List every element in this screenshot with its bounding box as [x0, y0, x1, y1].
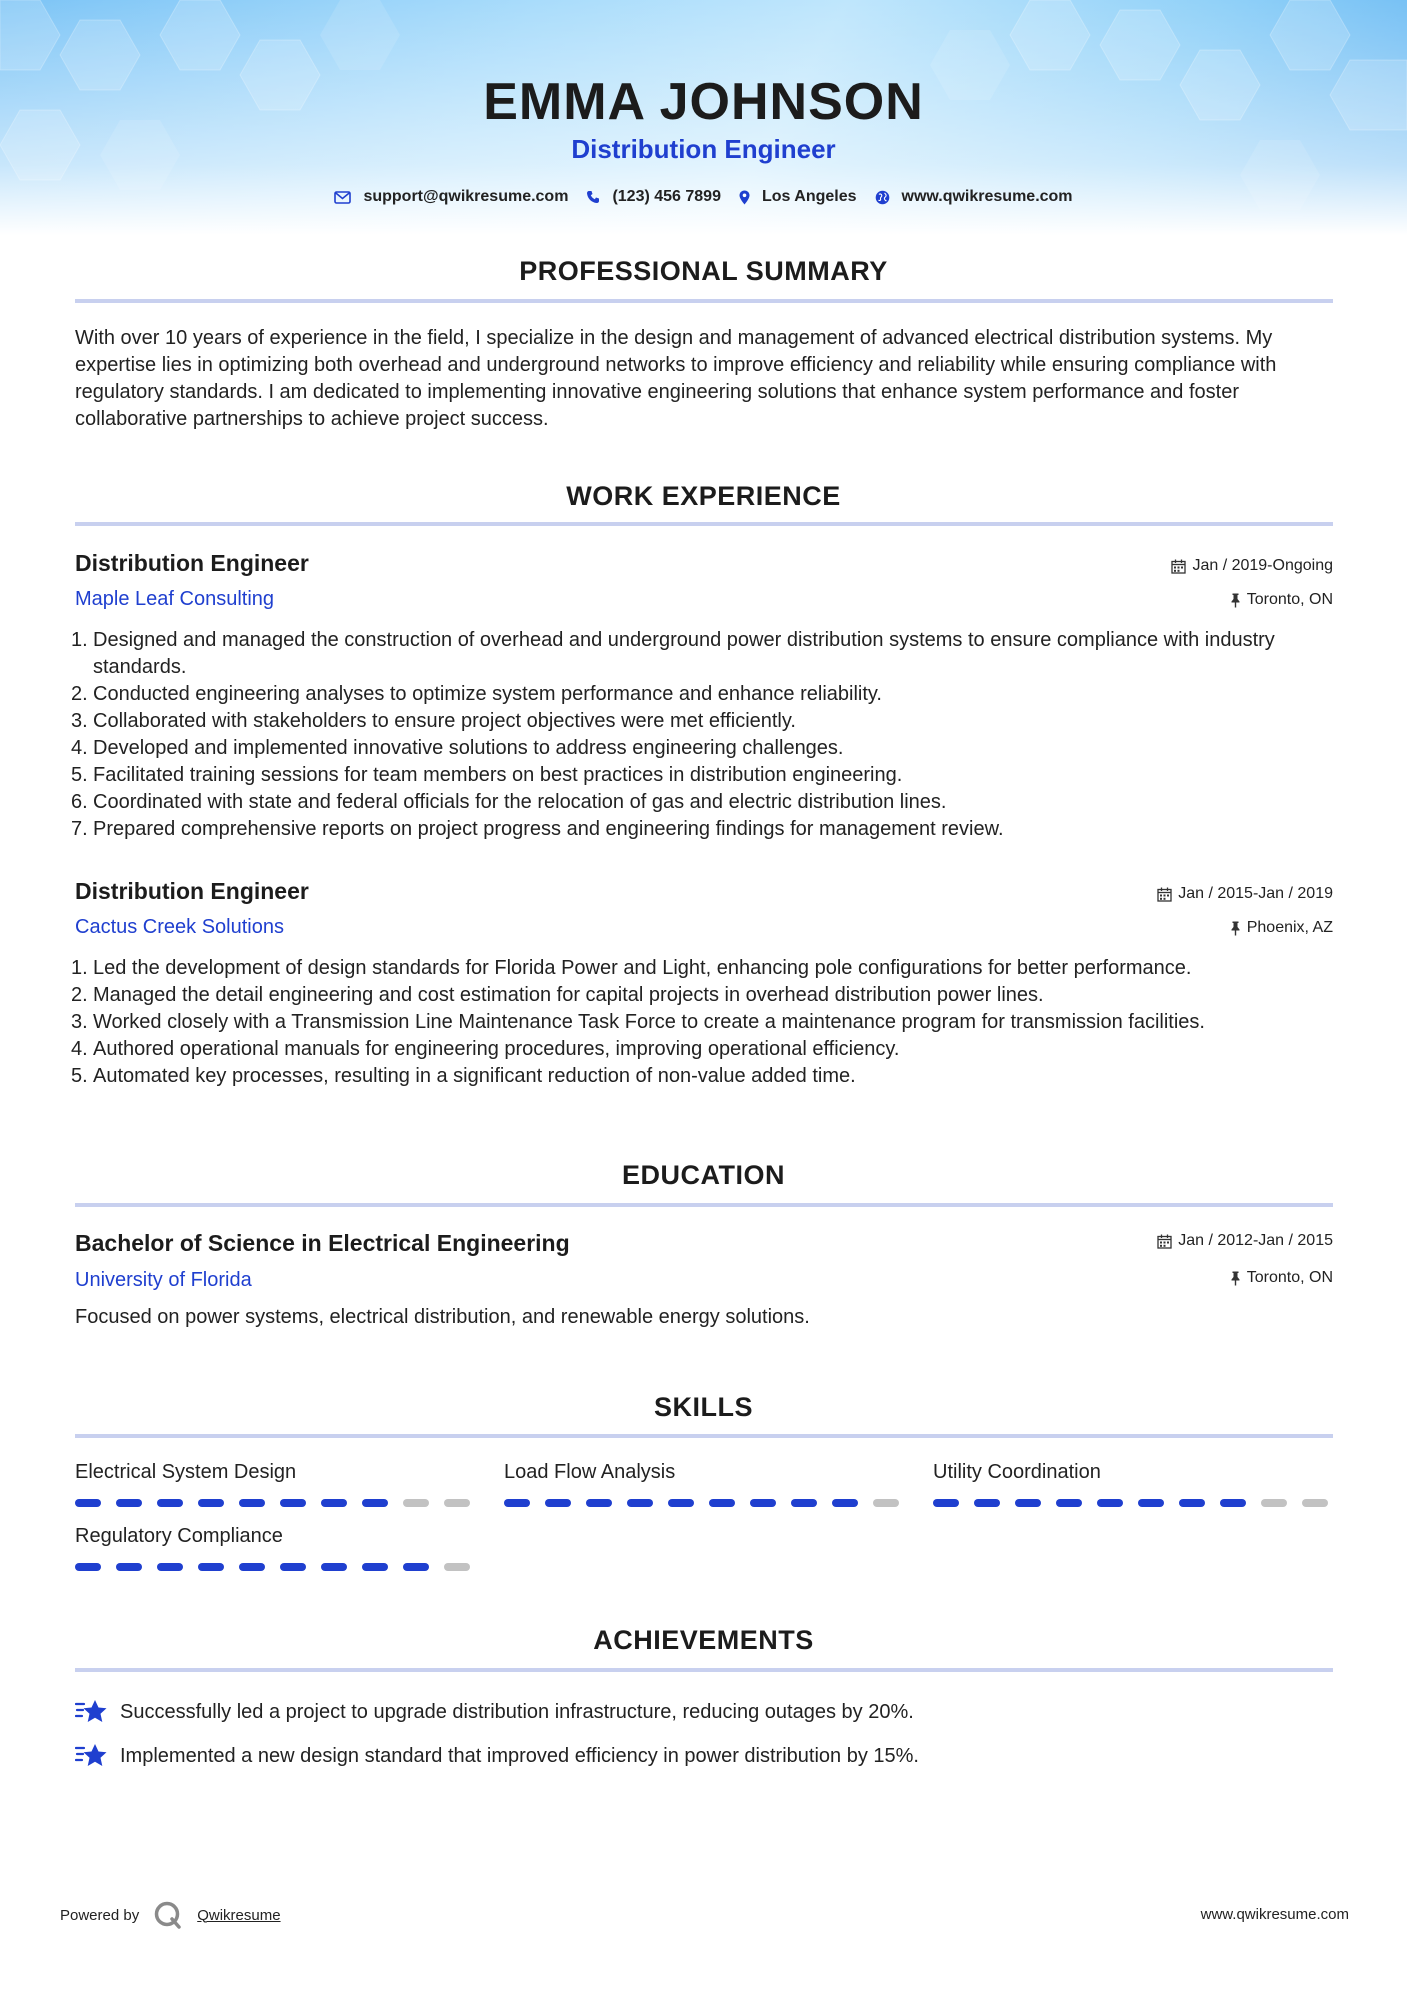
- list-text: Automated key processes, resulting in a significant reduction of non-value added time.: [93, 1065, 856, 1087]
- skill-segment-filled: [832, 1499, 858, 1507]
- skill-segment-filled: [1097, 1499, 1123, 1507]
- shooting-star-icon: [75, 1698, 108, 1726]
- job-responsibilities: [71, 627, 1337, 843]
- list-item: [71, 1009, 1337, 1036]
- job-dates: [1171, 557, 1333, 575]
- envelope-icon: [334, 191, 351, 204]
- calendar-icon: [1157, 1234, 1172, 1249]
- skill-segment-filled: [403, 1563, 429, 1571]
- skill-segment-filled: [545, 1499, 571, 1507]
- calendar-icon: [1171, 559, 1186, 574]
- skill-level-bar: [75, 1563, 475, 1571]
- contact-email[interactable]: [334, 188, 568, 206]
- skill-segment-empty: [873, 1499, 899, 1507]
- degree-title: Bachelor of Science in Electrical Engineering: [75, 1230, 570, 1256]
- candidate-name: EMMA JOHNSON: [483, 73, 924, 131]
- list-item: [71, 1063, 1337, 1090]
- list-number: 5.: [71, 1065, 88, 1087]
- location-text: Los Angeles: [761, 188, 857, 205]
- globe-icon: [875, 190, 890, 205]
- list-number: 3.: [71, 710, 88, 732]
- skill-segment-filled: [321, 1563, 347, 1571]
- footer-website[interactable]: www.qwikresume.com: [1200, 1906, 1349, 1923]
- list-item: [71, 681, 1337, 708]
- skill-segment-filled: [321, 1499, 347, 1507]
- skill-segment-filled: [280, 1563, 306, 1571]
- skill-segment-filled: [198, 1499, 224, 1507]
- job-dates-text: Jan / 2015-Jan / 2019: [1178, 885, 1333, 902]
- skills-heading: SKILLS: [653, 1392, 753, 1422]
- skill-item: [75, 1461, 475, 1507]
- skill-segment-filled: [116, 1563, 142, 1571]
- skill-name: Load Flow Analysis: [504, 1461, 676, 1483]
- list-text: Authored operational manuals for engineering procedures, improving operational efficiency.: [93, 1038, 900, 1060]
- list-text: Coordinated with state and federal officials for the relocation of gas and electric distribution lines.: [93, 791, 947, 813]
- skill-segment-filled: [116, 1499, 142, 1507]
- job-responsibilities: [71, 955, 1337, 1090]
- skill-segment-empty: [1302, 1499, 1328, 1507]
- skill-item: [933, 1461, 1333, 1507]
- job-location: [1230, 919, 1333, 937]
- job-dates-text: Jan / 2019-Ongoing: [1192, 557, 1333, 574]
- skill-segment-filled: [586, 1499, 612, 1507]
- job-location-text: Phoenix, AZ: [1246, 919, 1333, 936]
- education-dates: [1157, 1232, 1333, 1250]
- skill-item: [75, 1525, 475, 1571]
- list-item: [71, 982, 1337, 1009]
- list-number: 1.: [71, 629, 88, 651]
- phone-icon: [586, 190, 600, 204]
- job-location-text: Toronto, ON: [1246, 591, 1333, 608]
- school-name: University of Florida: [75, 1269, 252, 1291]
- list-item: [71, 735, 1337, 762]
- footer-powered-by: [60, 1900, 281, 1930]
- skill-segment-filled: [668, 1499, 694, 1507]
- skill-segment-filled: [1138, 1499, 1164, 1507]
- skill-segment-filled: [791, 1499, 817, 1507]
- skill-segment-filled: [362, 1499, 388, 1507]
- contact-bar: [0, 188, 1407, 206]
- job-title: Distribution Engineer: [75, 878, 309, 904]
- pushpin-icon: [1230, 921, 1241, 936]
- achievement-item: [75, 1698, 914, 1726]
- skill-segment-filled: [280, 1499, 306, 1507]
- skill-segment-empty: [403, 1499, 429, 1507]
- qwikresume-link[interactable]: Qwikresume: [197, 1906, 281, 1924]
- list-number: 6.: [71, 791, 88, 813]
- skill-segment-filled: [1179, 1499, 1205, 1507]
- skill-segment-filled: [157, 1563, 183, 1571]
- job-dates: [1157, 885, 1333, 903]
- list-item: [71, 816, 1337, 843]
- list-number: 7.: [71, 818, 88, 840]
- job-company: Maple Leaf Consulting: [75, 588, 275, 610]
- powered-by-label: Powered by: [60, 1906, 140, 1924]
- experience-heading: WORK EXPERIENCE: [566, 481, 841, 511]
- skill-level-bar: [504, 1499, 904, 1507]
- phone-text: (123) 456 7899: [612, 188, 721, 205]
- education-location-text: Toronto, ON: [1246, 1269, 1333, 1286]
- job-location: [1230, 591, 1333, 609]
- list-text: Collaborated with stakeholders to ensure project objectives were met efficiently.: [93, 710, 796, 732]
- shooting-star-icon: [75, 1742, 108, 1770]
- summary-heading: PROFESSIONAL SUMMARY: [519, 256, 888, 286]
- education-divider: [75, 1203, 1333, 1207]
- achievements-heading: ACHIEVEMENTS: [593, 1625, 814, 1655]
- list-text: Worked closely with a Transmission Line Maintenance Task Force to create a maintenance program for transmission facilities.: [93, 1011, 1205, 1033]
- list-item: [71, 627, 1337, 681]
- skill-segment-filled: [1220, 1499, 1246, 1507]
- skill-segment-filled: [362, 1563, 388, 1571]
- skill-segment-filled: [239, 1499, 265, 1507]
- job-company: Cactus Creek Solutions: [75, 916, 284, 938]
- list-text: Designed and managed the construction of overhead and underground power distribution systems to ensure compliance with industry standards.: [93, 629, 1275, 678]
- list-text: Conducted engineering analyses to optimize system performance and enhance reliability.: [93, 683, 882, 705]
- skill-segment-filled: [239, 1563, 265, 1571]
- list-number: 2.: [71, 984, 88, 1006]
- education-dates-text: Jan / 2012-Jan / 2015: [1178, 1232, 1333, 1249]
- list-text: Led the development of design standards for Florida Power and Light, enhancing pole configurations for better performance.: [93, 957, 1192, 979]
- list-number: 2.: [71, 683, 88, 705]
- calendar-icon: [1157, 887, 1172, 902]
- list-item: [71, 1036, 1337, 1063]
- skill-segment-empty: [1261, 1499, 1287, 1507]
- skill-segment-filled: [198, 1563, 224, 1571]
- header-banner: [0, 0, 1407, 235]
- list-text: Facilitated training sessions for team members on best practices in distribution engineering.: [93, 764, 903, 786]
- pushpin-icon: [1230, 1271, 1241, 1286]
- list-item: [71, 955, 1337, 982]
- skill-name: Utility Coordination: [933, 1461, 1101, 1483]
- education-location: [1230, 1269, 1333, 1287]
- summary-text: With over 10 years of experience in the field, I specialize in the design and management of advanced electrical distribution systems. My expertise lies in optimizing both overhead and underground networks to improve efficiency and reliability while ensuring compliance with regulatory standards. I am dedicated to implementing innovative engineering solutions that enhance system performance and foster collaborative partnerships to achieve project success.: [75, 327, 1277, 430]
- list-text: Managed the detail engineering and cost estimation for capital projects in overhead distribution power lines.: [93, 984, 1044, 1006]
- list-number: 3.: [71, 1011, 88, 1033]
- achievement-item: [75, 1742, 919, 1770]
- skill-segment-filled: [1015, 1499, 1041, 1507]
- skill-segment-filled: [75, 1563, 101, 1571]
- list-number: 1.: [71, 957, 88, 979]
- contact-website[interactable]: [875, 188, 1073, 206]
- skill-segment-filled: [504, 1499, 530, 1507]
- qwikresume-logo-icon: [153, 1900, 183, 1930]
- list-number: 4.: [71, 1038, 88, 1060]
- skill-segment-filled: [75, 1499, 101, 1507]
- website-text: www.qwikresume.com: [901, 188, 1073, 205]
- achievements-divider: [75, 1668, 1333, 1672]
- education-description: Focused on power systems, electrical distribution, and renewable energy solutions.: [75, 1306, 810, 1328]
- map-pin-icon: [739, 190, 750, 205]
- skill-segment-empty: [444, 1499, 470, 1507]
- skill-segment-filled: [709, 1499, 735, 1507]
- skill-segment-filled: [933, 1499, 959, 1507]
- skill-segment-filled: [157, 1499, 183, 1507]
- list-text: Developed and implemented innovative solutions to address engineering challenges.: [93, 737, 844, 759]
- skill-name: Regulatory Compliance: [75, 1525, 283, 1547]
- education-heading: EDUCATION: [622, 1160, 785, 1190]
- list-number: 4.: [71, 737, 88, 759]
- pushpin-icon: [1230, 593, 1241, 608]
- job-title: Distribution Engineer: [75, 550, 309, 576]
- list-number: 5.: [71, 764, 88, 786]
- email-text: support@qwikresume.com: [363, 188, 569, 205]
- skill-name: Electrical System Design: [75, 1461, 297, 1483]
- skill-segment-filled: [627, 1499, 653, 1507]
- skill-level-bar: [75, 1499, 475, 1507]
- contact-phone[interactable]: [586, 188, 721, 206]
- list-item: [71, 708, 1337, 735]
- candidate-title: Distribution Engineer: [571, 134, 836, 164]
- skill-segment-filled: [1056, 1499, 1082, 1507]
- contact-location: [739, 188, 857, 206]
- achievement-text: Implemented a new design standard that improved efficiency in power distribution by 15%.: [120, 1744, 919, 1767]
- skill-segment-filled: [974, 1499, 1000, 1507]
- skill-level-bar: [933, 1499, 1333, 1507]
- skill-item: [504, 1461, 904, 1507]
- skills-divider: [75, 1434, 1333, 1438]
- list-text: Prepared comprehensive reports on project progress and engineering findings for management review.: [93, 818, 1004, 840]
- achievement-text: Successfully led a project to upgrade distribution infrastructure, reducing outages by 20%.: [120, 1700, 914, 1723]
- list-item: [71, 789, 1337, 816]
- skill-segment-empty: [444, 1563, 470, 1571]
- summary-divider: [75, 299, 1333, 303]
- skill-segment-filled: [750, 1499, 776, 1507]
- list-item: [71, 762, 1337, 789]
- experience-divider: [75, 522, 1333, 526]
